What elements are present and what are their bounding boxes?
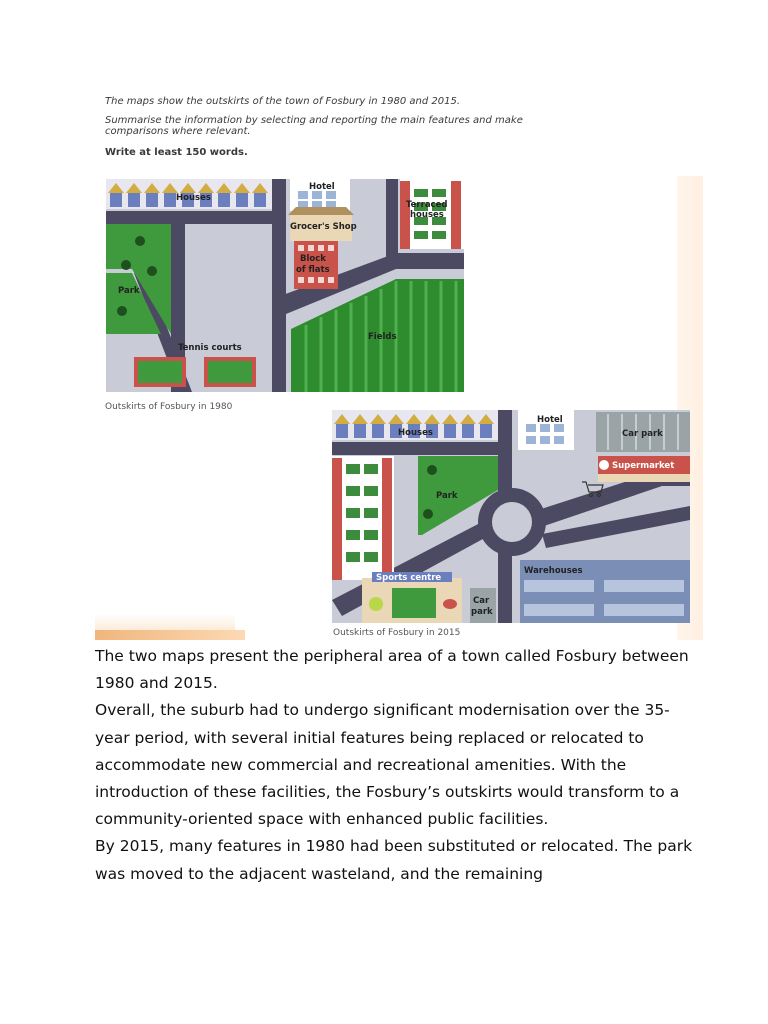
label-block-of-flats: Block: [300, 254, 326, 264]
label-car-park: Car park: [622, 429, 663, 439]
road: [386, 179, 398, 259]
label-car-park-2: park: [471, 607, 493, 617]
decorative-stripe: [95, 630, 245, 640]
label-hotel: Hotel: [537, 415, 563, 425]
road: [272, 179, 286, 299]
trolley-icon: [582, 482, 603, 497]
label-block-of-flats-2: of flats: [296, 265, 330, 275]
essay-paragraph: Overall, the suburb had to undergo significant modernisation over the 35-year period, with several initial features being replaced or relocated to accommodate new commercial and recreational amenities. With the introduction of these facilities, the Fosbury’s outskirts would transform to a community-oriented space with enhanced public facilities.: [95, 701, 680, 829]
label-houses: Houses: [398, 428, 433, 438]
label-terraced-houses: Terraced: [406, 200, 448, 210]
map-2015: [332, 410, 690, 623]
map-2015-caption: Outskirts of Fosbury in 2015: [333, 628, 461, 638]
map-1980: [106, 179, 464, 392]
label-houses: Houses: [176, 193, 211, 203]
label-warehouses: Warehouses: [524, 566, 583, 576]
label-fields: Fields: [368, 332, 397, 342]
essay-paragraph: By 2015, many features in 1980 had been substituted or relocated. The park was moved to the adjacent wasteland, and the remaining: [95, 837, 693, 883]
map-1980-caption: Outskirts of Fosbury in 1980: [105, 402, 233, 412]
label-car-park: Car: [473, 596, 490, 606]
essay-paragraph: The two maps present the peripheral area of a town called Fosbury between 1980 and 2015.: [95, 647, 689, 693]
label-park: Park: [436, 491, 458, 501]
road: [106, 211, 286, 224]
label-sports-centre: Sports centre: [376, 573, 442, 583]
tennis-ball-icon: [369, 597, 383, 611]
rugby-ball-icon: [443, 599, 457, 609]
label-hotel: Hotel: [309, 182, 335, 192]
task-prompt-line: Summarise the information by selecting and reporting the main features and make: [105, 115, 523, 126]
task-prompt-line: comparisons where relevant.: [105, 126, 251, 137]
label-grocers-shop: Grocer's Shop: [290, 222, 357, 232]
label-tennis-courts: Tennis courts: [178, 343, 242, 353]
task-prompt-line: The maps show the outskirts of the town of Fosbury in 1980 and 2015.: [105, 96, 461, 107]
task-word-count: Write at least 150 words.: [105, 147, 248, 158]
label-park: Park: [118, 286, 140, 296]
essay-text: [95, 643, 695, 888]
road: [332, 442, 502, 455]
map-2015-drawing: [332, 410, 690, 623]
label-terraced-houses-2: houses: [410, 210, 444, 220]
map-1980-drawing: [106, 179, 464, 392]
road: [272, 299, 286, 392]
task-figure: [95, 88, 703, 640]
label-supermarket: Supermarket: [612, 461, 675, 471]
